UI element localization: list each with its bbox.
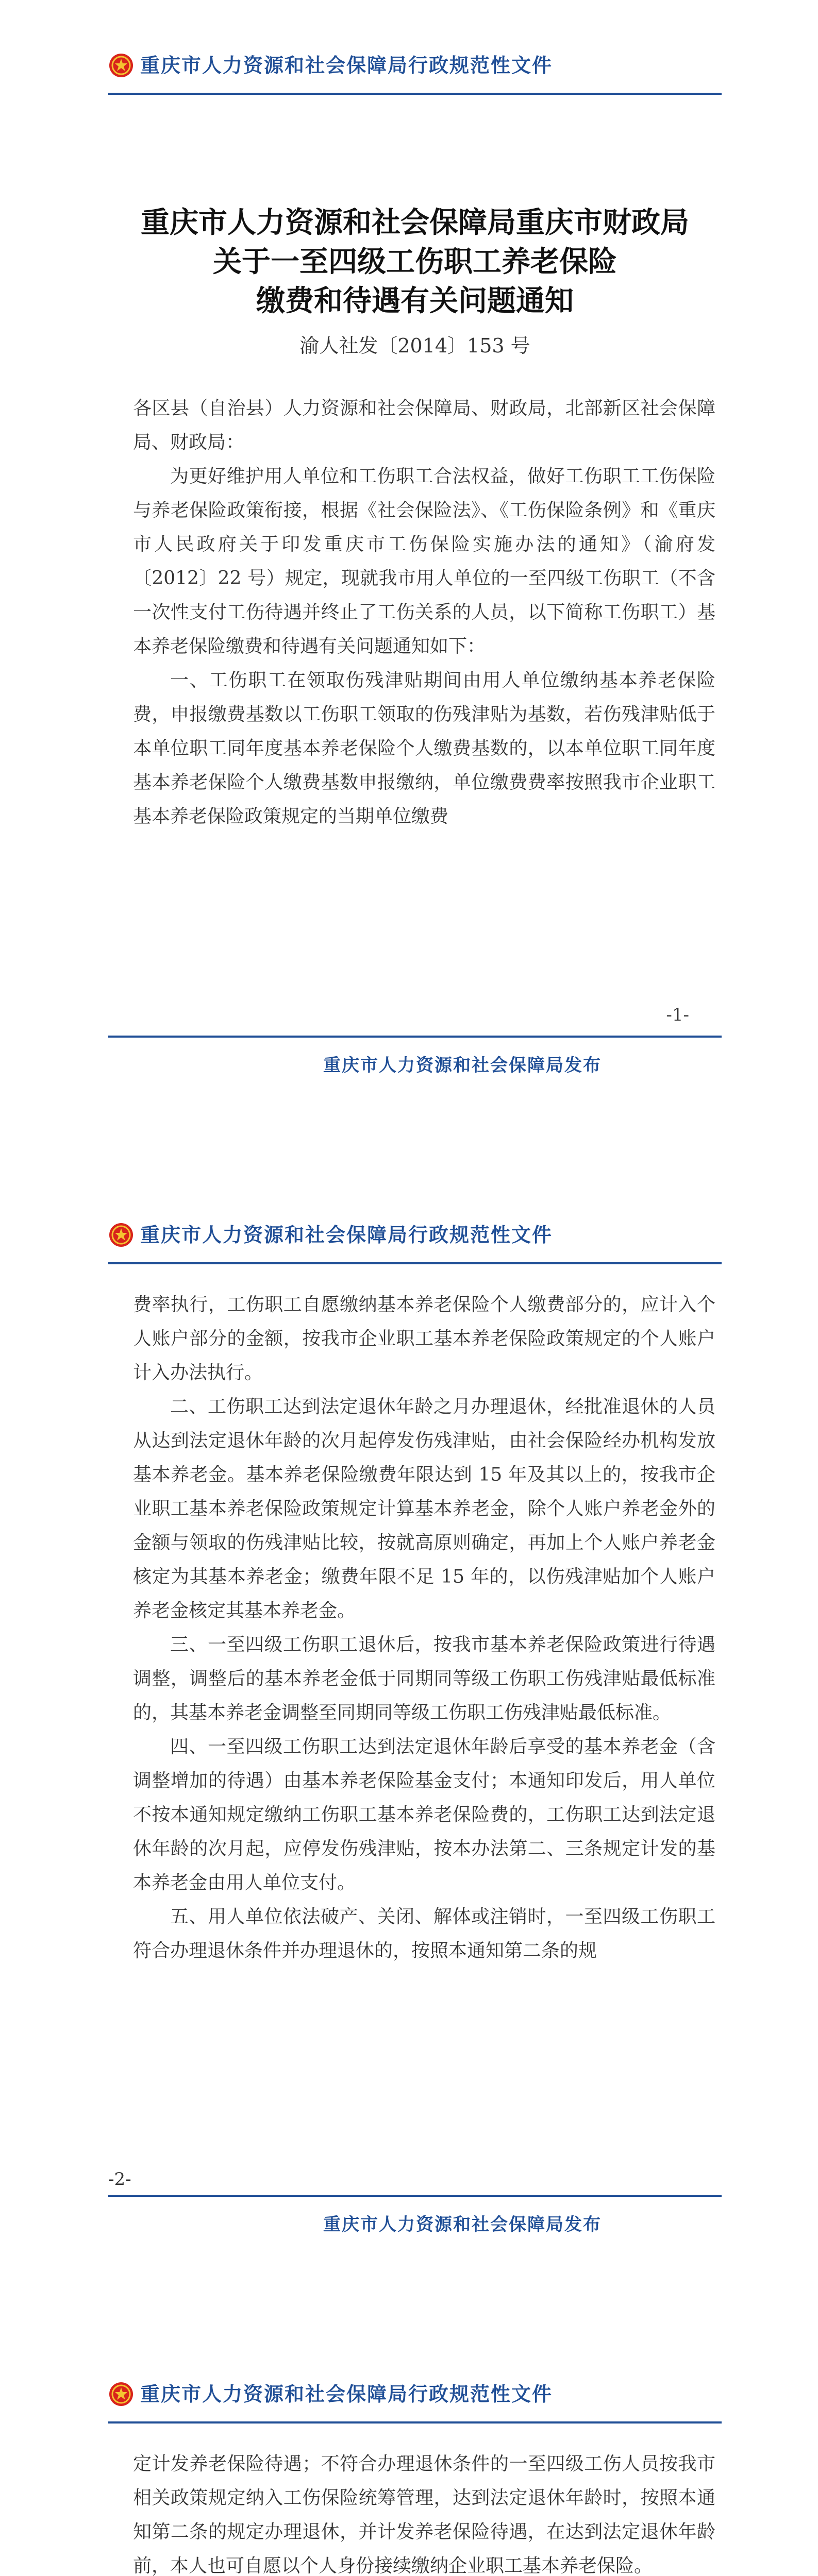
title-line-3: 缴费和待遇有关问题通知 xyxy=(256,284,574,318)
header-title: 重庆市人力资源和社会保障局行政规范性文件 xyxy=(140,54,553,77)
paragraph: 五、用人单位依法破产、关闭、解体或注销时，一至四级工伤职工符合办理退休条件并办理退休的，按照本通知第二条的规 xyxy=(133,1906,715,1961)
paragraph: 定计发养老保险待遇；不符合办理退休条件的一至四级工伤人员按我市相关政策规定纳入工伤保险统筹管理，达到法定退休年龄时，按照本通知第二条的规定办理退休，并计发养老保险待遇，在达到法定退休年龄前，本人也可自愿以个人身份接续缴纳企业职工基本养老保险。 xyxy=(133,2453,715,2576)
page-2 xyxy=(0,1185,818,2287)
title-line-2: 关于一至四级工伤职工养老保险 xyxy=(213,245,617,279)
page-header xyxy=(108,1211,722,1293)
page-2-body xyxy=(133,1288,715,1968)
national-emblem-icon xyxy=(108,53,134,78)
page-number: -1- xyxy=(666,1005,689,1025)
paragraph: 四、一至四级工伤职工达到法定退休年龄后享受的基本养老金（含调整增加的待遇）由基本养老保险基金支付；本通知印发后，用人单位不按本通知规定缴纳工伤职工基本养老保险费的，工伤职工达到法定退休年龄的次月起，应停发伤残津贴，按本办法第二、三条规定计发的基本养老金由用人单位支付。 xyxy=(133,1736,715,1893)
national-emblem-icon xyxy=(108,2381,134,2407)
footer-publisher: 重庆市人力资源和社会保障局发布 xyxy=(323,2214,602,2235)
document-title xyxy=(108,204,722,321)
page-header xyxy=(108,2370,722,2452)
header-divider xyxy=(108,93,722,95)
header-divider xyxy=(108,1262,722,1264)
doc-number: 渝人社发〔2014〕153 号 xyxy=(299,334,530,357)
page-1 xyxy=(0,0,818,1103)
paragraph: 费率执行，工伤职工自愿缴纳基本养老保险个人缴费部分的，应计入个人账户部分的金额，按我市企业职工基本养老保险政策规定的个人账户计入办法执行。 xyxy=(133,1294,715,1383)
header-title: 重庆市人力资源和社会保障局行政规范性文件 xyxy=(140,1224,553,1246)
page-header xyxy=(108,41,722,124)
salutation: 各区县（自治县）人力资源和社会保障局、财政局，北部新区社会保障局、财政局： xyxy=(133,398,715,453)
title-line-1: 重庆市人力资源和社会保障局重庆市财政局 xyxy=(141,206,689,240)
header-divider xyxy=(108,2421,722,2424)
page-1-body xyxy=(133,392,715,834)
paragraph: 为更好维护用人单位和工伤职工合法权益，做好工伤职工工伤保险与养老保险政策衔接，根据《社会保险法》、《工伤保险条例》和《重庆市人民政府关于印发重庆市工伤保险实施办法的通知》（渝府发〔2012〕22 号）规定，现就我市用人单位的一至四级工伤职工（不含一次性支付工伤待遇并终止了工伤关系的人员，以下简称工伤职工）基本养老保险缴费和待遇有关问题通知如下： xyxy=(133,466,715,657)
paragraph: 三、一至四级工伤职工退休后，按我市基本养老保险政策进行待遇调整，调整后的基本养老金低于同期同等级工伤职工伤残津贴最低标准的，其基本养老金调整至同期同等级工伤职工伤残津贴最低标准。 xyxy=(133,1634,715,1723)
header-title: 重庆市人力资源和社会保障局行政规范性文件 xyxy=(140,2383,553,2405)
footer-divider xyxy=(108,2195,722,2197)
footer-publisher: 重庆市人力资源和社会保障局发布 xyxy=(323,1055,602,1076)
paragraph: 二、工伤职工达到法定退休年龄之月办理退休，经批准退休的人员从达到法定退休年龄的次月起停发伤残津贴，由社会保险经办机构发放基本养老金。基本养老保险缴费年限达到 15 年及其以上的，按我市企业职工基本养老保险政策规定计算基本养老金，除个人账户养老金外的金额与领取的伤残津贴比较，按就高原则确定，再加上个人账户养老金核定为其基本养老金；缴费年限不足 15 年的，以伤残津贴加个人账户养老金核定其基本养老金。 xyxy=(133,1396,715,1621)
paragraph: 一、工伤职工在领取伤残津贴期间由用人单位缴纳基本养老保险费，申报缴费基数以工伤职工领取的伤残津贴为基数，若伤残津贴低于本单位职工同年度基本养老保险个人缴费基数的，以本单位职工同年度基本养老保险个人缴费基数申报缴纳，单位缴费费率按照我市企业职工基本养老保险政策规定的当期单位缴费 xyxy=(133,670,715,827)
page-number: -2- xyxy=(108,2169,131,2190)
national-emblem-icon xyxy=(108,1222,134,1248)
page-3-body xyxy=(133,2447,715,2576)
footer-divider xyxy=(108,1036,722,1038)
page-3 xyxy=(0,2354,818,2576)
